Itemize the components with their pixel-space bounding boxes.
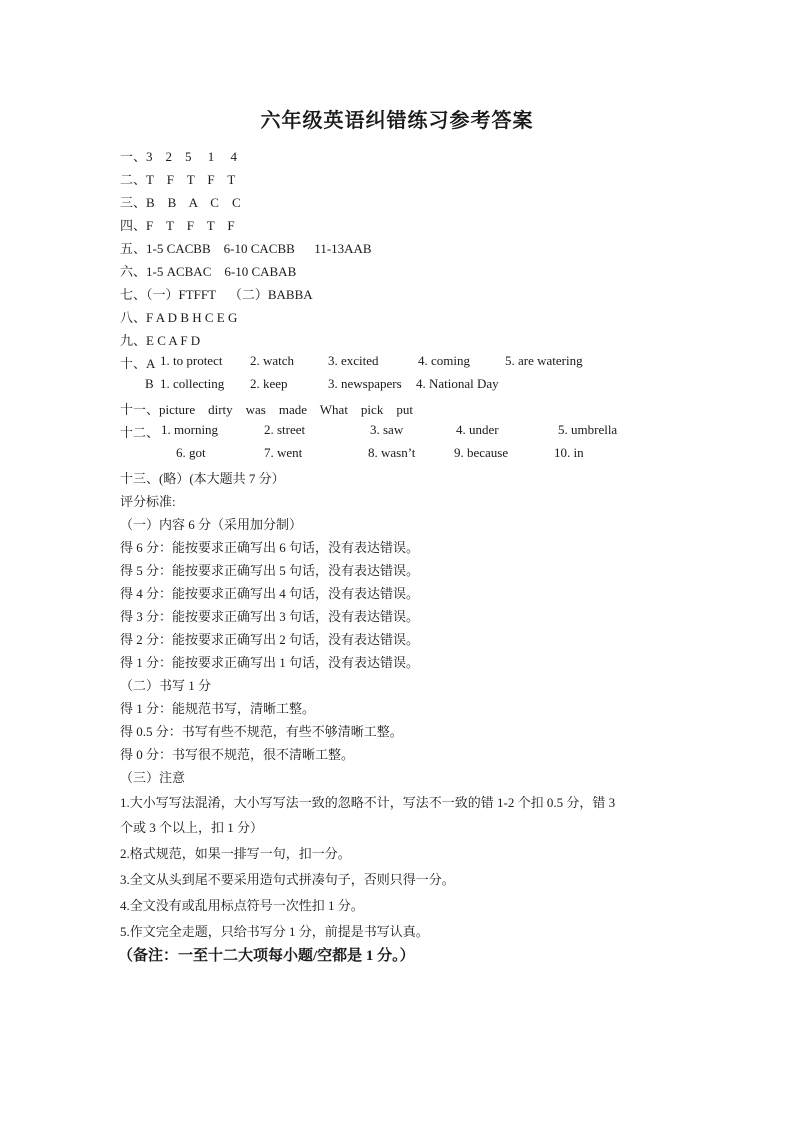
writing-score-heading: （二）书写 1 分	[120, 678, 212, 693]
section-12-item: 2. street	[264, 422, 306, 437]
answer-section-11: 十一、picture dirty was made What pick put	[120, 402, 413, 417]
section-10-b-item: 2. keep	[250, 376, 288, 391]
section-10-prefix: 十、A	[120, 356, 156, 371]
section-12-item: 1. morning	[161, 422, 219, 437]
section-10-b-item: 1. collecting	[160, 376, 225, 391]
content-score-line: 得 1 分：能按要求正确写出 1 句话，没有表达错误。	[120, 655, 420, 670]
section-12-item: 6. got	[176, 445, 206, 460]
note-line: 个或 3 个以上，扣 1 分）	[120, 820, 264, 835]
writing-score-line: 得 0.5 分：书写有些不规范，有些不够清晰工整。	[120, 724, 403, 739]
answer-section-4: 四、F T F T F	[120, 218, 235, 233]
writing-score-line: 得 0 分：书写很不规范，很不清晰工整。	[120, 747, 355, 762]
page-title: 六年级英语纠错练习参考答案	[260, 110, 534, 132]
content-score-line: 得 5 分：能按要求正确写出 5 句话，没有表达错误。	[120, 563, 420, 578]
section-12-item: 8. wasn’t	[368, 445, 416, 460]
scoring-heading: 评分标准:	[120, 494, 176, 509]
answer-section-8: 八、F A D B H C E G	[120, 310, 238, 325]
section-12-item: 3. saw	[370, 422, 404, 437]
content-score-line: 得 3 分：能按要求正确写出 3 句话，没有表达错误。	[120, 609, 420, 624]
answer-section-2: 二、T F T F T	[120, 172, 236, 187]
section-10-a-item: 2. watch	[250, 353, 295, 368]
note-line: 1.大小写写法混淆，大小写写法一致的忽略不计，写法不一致的错 1-2 个扣 0.5 分，错 3	[120, 795, 616, 810]
content-score-heading: （一）内容 6 分（采用加分制）	[120, 517, 303, 532]
section-12-item: 9. because	[454, 445, 509, 460]
answer-section-7: 七、（一）FTFFT （二）BABBA	[120, 287, 313, 302]
section-10-a-item: 5. are watering	[505, 353, 583, 368]
section-10-b-item: 4. National Day	[416, 376, 499, 391]
note-line: 3.全文从头到尾不要采用造句式拼凑句子，否则只得一分。	[120, 872, 455, 887]
answer-section-3: 三、B B A C C	[120, 195, 241, 210]
answer-section-6: 六、1-5 ACBAC 6-10 CABAB	[120, 264, 297, 279]
section-12-prefix: 十二、	[120, 425, 160, 440]
section-10-a-item: 4. coming	[418, 353, 470, 368]
section-10-b-prefix: B	[145, 376, 154, 391]
answer-section-13: 十三、(略）(本大题共 7 分）	[120, 471, 285, 486]
note-line: 5.作文完全走题，只给书写分 1 分，前提是书写认真。	[120, 924, 429, 939]
answer-section-1: 一、3 2 5 1 4	[120, 149, 238, 164]
content-score-line: 得 6 分：能按要求正确写出 6 句话，没有表达错误。	[120, 540, 420, 555]
section-10-a-item: 3. excited	[328, 353, 379, 368]
writing-score-line: 得 1 分：能规范书写，清晰工整。	[120, 701, 316, 716]
section-12-item: 4. under	[456, 422, 499, 437]
answer-section-9: 九、E C A F D	[120, 333, 201, 348]
note-line: 4.全文没有或乱用标点符号一次性扣 1 分。	[120, 898, 364, 913]
note-line: 2.格式规范，如果一排写一句，扣一分。	[120, 846, 351, 861]
content-score-line: 得 4 分：能按要求正确写出 4 句话，没有表达错误。	[120, 586, 420, 601]
section-12-item: 5. umbrella	[558, 422, 618, 437]
section-12-item: 10. in	[554, 445, 584, 460]
notes-heading: （三）注意	[120, 770, 186, 785]
section-10-a-item: 1. to protect	[160, 353, 223, 368]
content-score-line: 得 2 分：能按要求正确写出 2 句话，没有表达错误。	[120, 632, 420, 647]
answer-section-5: 五、1-5 CACBB 6-10 CACBB 11-13AAB	[120, 241, 372, 256]
section-12-item: 7. went	[264, 445, 303, 460]
remark-note: （备注：一至十二大项每小题/空都是 1 分。）	[118, 948, 415, 964]
section-10-b-item: 3. newspapers	[328, 376, 402, 391]
